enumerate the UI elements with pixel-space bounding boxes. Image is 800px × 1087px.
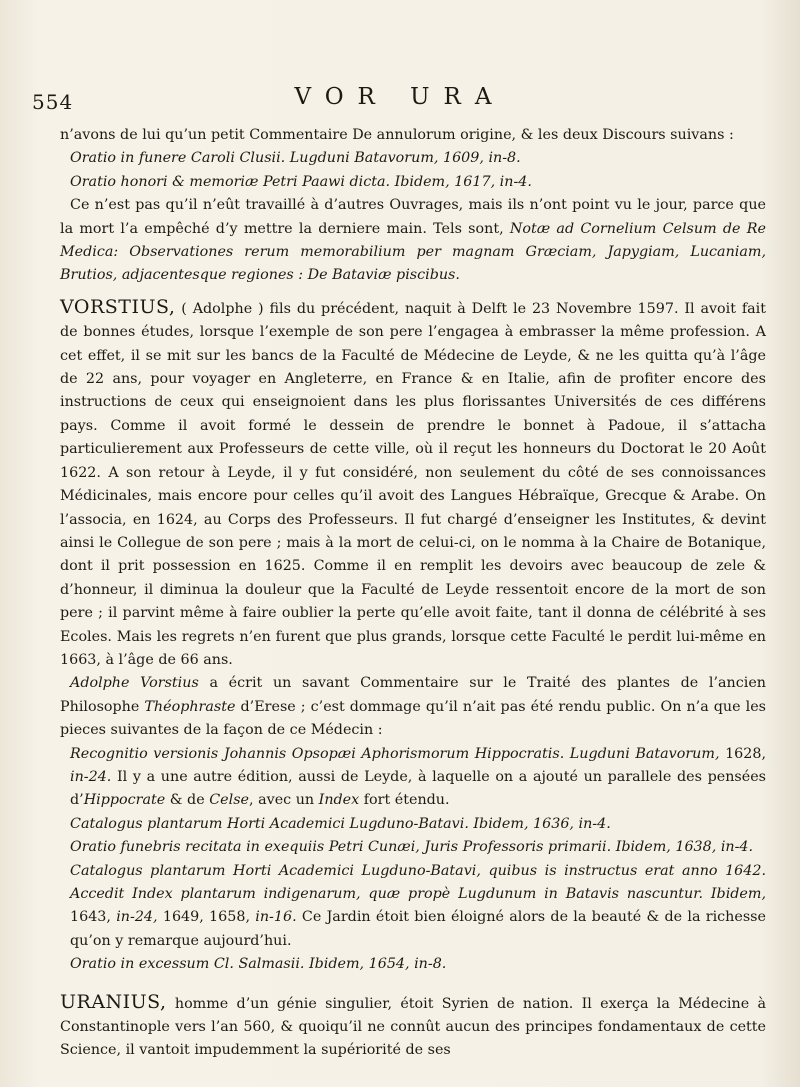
citation-catalogus-1636: Catalogus plantarum Horti Academici Lugduno-Batavi. Ibidem, 1636, in-4. (70, 815, 611, 832)
citation-clusius-oration: Oratio in funere Caroli Clusii. Lugduni Batavorum, 1609, in-8. (70, 150, 521, 167)
running-title: VOR URA (294, 84, 506, 110)
entry-vorstius-adolphe: VORSTIUS, ( Adolphe ) fils du précédent, naquit à Delft le 23 Novembre 1597. Il avoit fait de bonnes études, lorsque l’exemple de son pere l’engagea à embrasser la même profession. A cet effet, il se mit sur les bancs de la Faculté de Médecine de Leyde, & ne les quitta qu’à l’âge de 22 ans, pour voyager en Angleterre, en France & en Italie, afin de profiter encore des instructions de ceux qui enseignoient dans les plus florissantes Universités de ces différens pays. Comme il avoit formé le dessein de prendre le bonnet à Padoue, il s’attacha particulierement aux Professeurs de cette ville, où il reçut les honneurs du Doctorat le 20 Août 1622. A son retour à Leyde, il y fut considéré, non seulement du côté de ses connoissances Médicinales, mais encore pour celles qu’il avoit des Langues Hébraïque, Grecque & Arabe. On l’associa, en 1624, au Corps des Professeurs. Il fut chargé d’enseigner les Institutes, & devint ainsi le Collegue de son pere ; mais à la mort de celui-ci, on le nomma à la Chaire de Botanique, dont il prit possession en 1625. Comme il en remplit les devoirs avec beaucoup de zele & d’honneur, il diminua la douleur que la Faculté de Leyde ressentoit encore de la mort de son pere ; il parvint même à faire oublier la perte qu’elle avoit faite, tant il donna de célébrité à ses Ecoles. Mais les regrets n’en furent que plus grands, lorsque cette Faculté le perdit lui-même en 1663, à l’âge de 66 ans. (60, 295, 766, 668)
paragraph-vorstius-works: Adolphe Vorstius a écrit un savant Commentaire sur le Traité des plantes de l’ancien Philosophe Théophraste d’Erese ; c’est dommage qu’il n’ait pas été rendu public. On n’a que les pieces suivantes de la façon de ce Médecin : (60, 675, 767, 739)
citation-cunaei-oration: Oratio funebris recitata in exequiis Petri Cunæi, Juris Professoris primarii. Ibidem, 1638, in-4. (70, 839, 754, 856)
entry-uranius: URANIUS, homme d’un génie singulier, étoit Syrien de nation. Il exerça la Médecine à Constantinople vers l’an 560, & quoiqu’il ne connût aucun des principes fondamentaux de cette Science, il vantoit impudemment la supériorité de ses (60, 990, 766, 1059)
page-header (0, 84, 800, 112)
page-number: 554 (32, 90, 74, 114)
page-body (60, 124, 766, 1063)
citation-paawi-oration: Oratio honori & memoriæ Petri Paawi dicta. Ibidem, 1617, in-4. (70, 173, 532, 190)
unfinished-works-titles: Notæ ad Cornelium Celsum de Re Medica: Observationes rerum memorabilium per magnam Græciam, Japygiam, Lucaniam, Brutios, adjacentesque regiones : De Bataviæ piscibus. (60, 220, 766, 284)
citation-salmasii-oration: Oratio in excessum Cl. Salmasii. Ibidem, 1654, in-8. (70, 956, 447, 973)
citation-hippocrates-aphorisms: Recognitio versionis Johannis Opsopæi Aphorismorum Hippocratis. Lugduni Batavorum, 1628, in-24. Il y a une autre édition, aussi de Leyde, à laquelle on a ajouté un parallele des pensées d’Hippocrate & de Celse, avec un Index fort étendu. (70, 745, 766, 809)
entry-name-uranius: URANIUS, (60, 990, 167, 1013)
paragraph-continuation: n’avons de lui qu’un petit Commentaire De annulorum origine, & les deux Discours suivans : (60, 127, 734, 143)
entry-name-vorstius: VORSTIUS, (60, 295, 176, 318)
author-name: Adolphe Vorstius (70, 675, 199, 692)
citation-catalogus-1642: Catalogus plantarum Horti Academici Lugduno-Batavi, quibus is instructus erat anno 1642. Accedit Index plantarum indigenarum, quæ propè Lugdunum in Batavis nascuntur. Ibidem, 1643, in-24, 1649, 1658, in-16. Ce Jardin étoit bien éloigné alors de la beauté & de la richesse qu’on y remarque aujourd’hui. (70, 862, 766, 949)
paragraph-unfinished-works: Ce n’est pas qu’il n’eût travaillé à d’autres Ouvrages, mais ils n’ont point vu le jour, parce que la mort l’a empêché d’y mettre la derniere main. Tels sont, Notæ ad Cornelium Celsum de Re Medica: Observationes rerum memorabilium per magnam Græciam, Japygiam, Lucaniam, Brutios, adjacentesque regiones : De Bataviæ piscibus. (60, 197, 766, 284)
